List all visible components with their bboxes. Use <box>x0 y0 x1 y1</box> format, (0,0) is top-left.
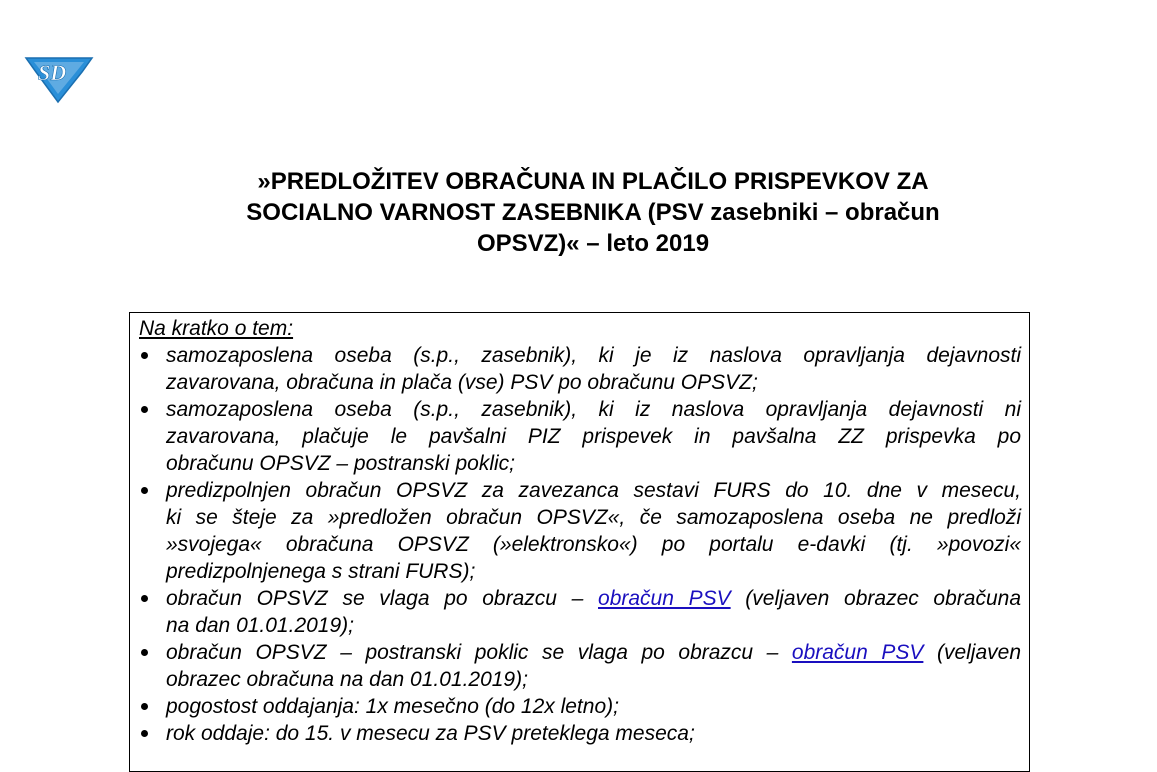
list-item <box>130 342 1029 396</box>
bullet-text: (veljaven <box>923 641 1021 664</box>
list-item <box>130 639 1029 693</box>
summary-box <box>129 312 1030 772</box>
bullet-line: zavarovana, plačuje le pavšalni PIZ prispevek in pavšalna ZZ prispevka po <box>166 425 1021 448</box>
bullet-line: samozaposlena oseba (s.p., zasebnik), ki je iz naslova opravljanja dejavnosti <box>166 344 1021 367</box>
bullet-line <box>166 639 1021 666</box>
title-line: SOCIALNO VARNOST ZASEBNIKA (PSV zasebniki – obračun <box>246 199 940 226</box>
list-item <box>130 477 1029 585</box>
list-item <box>130 585 1029 639</box>
bullet-text: obračun OPSVZ se vlaga po obrazcu – <box>166 587 599 610</box>
bullet-line: samozaposlena oseba (s.p., zasebnik), ki iz naslova opravljanja dejavnosti ni <box>166 398 1021 421</box>
bullet-line: ki se šteje za »predložen obračun OPSVZ«, če samozaposlena oseba ne predloži <box>166 506 1021 529</box>
bullet-icon <box>141 595 148 602</box>
bullet-line: obračunu OPSVZ – postranski poklic; <box>166 452 516 475</box>
bullet-icon <box>141 487 148 494</box>
obracun-psv-link[interactable]: obračun PSV <box>598 587 731 610</box>
bullet-icon <box>141 703 148 710</box>
bullet-line: na dan 01.01.2019); <box>166 614 354 637</box>
summary-heading: Na kratko o tem: <box>139 317 294 340</box>
bullet-line: pogostost oddajanja: 1x mesečno (do 12x letno); <box>166 695 619 718</box>
bullet-line: »svojega« obračuna OPSVZ (»elektronsko«) po portalu e-davki (tj. »povozi« <box>166 533 1021 556</box>
bullet-icon <box>141 730 148 737</box>
bullet-list <box>130 342 1029 747</box>
title-line: »PREDLOŽITEV OBRAČUNA IN PLAČILO PRISPEVKOV ZA <box>257 168 929 195</box>
title-line: OPSVZ)« – leto 2019 <box>476 230 710 257</box>
list-item <box>130 693 1029 720</box>
bullet-line: obrazec obračuna na dan 01.01.2019); <box>166 668 528 691</box>
obracun-psv-link[interactable]: obračun PSV <box>791 641 924 664</box>
svg-text:SD: SD <box>38 60 67 85</box>
bullet-line: rok oddaje: do 15. v mesecu za PSV preteklega meseca; <box>166 722 695 745</box>
bullet-line <box>166 585 1021 612</box>
bullet-line: zavarovana, obračuna in plača (vse) PSV po obračunu OPSVZ; <box>166 371 758 394</box>
bullet-line: predizpolnjen obračun OPSVZ za zavezanca sestavi FURS do 10. dne v mesecu, <box>166 479 1021 502</box>
bullet-icon <box>141 352 148 359</box>
bullet-icon <box>141 406 148 413</box>
bullet-text: (veljaven obrazec obračuna <box>730 587 1022 610</box>
bullet-icon <box>141 649 148 656</box>
page-title <box>160 166 1026 259</box>
list-item <box>130 396 1029 477</box>
bullet-line: predizpolnjenega s strani FURS); <box>166 560 476 583</box>
bullet-text: obračun OPSVZ – postranski poklic se vlaga po obrazcu – <box>166 641 792 664</box>
sd-logo-icon <box>22 50 96 104</box>
